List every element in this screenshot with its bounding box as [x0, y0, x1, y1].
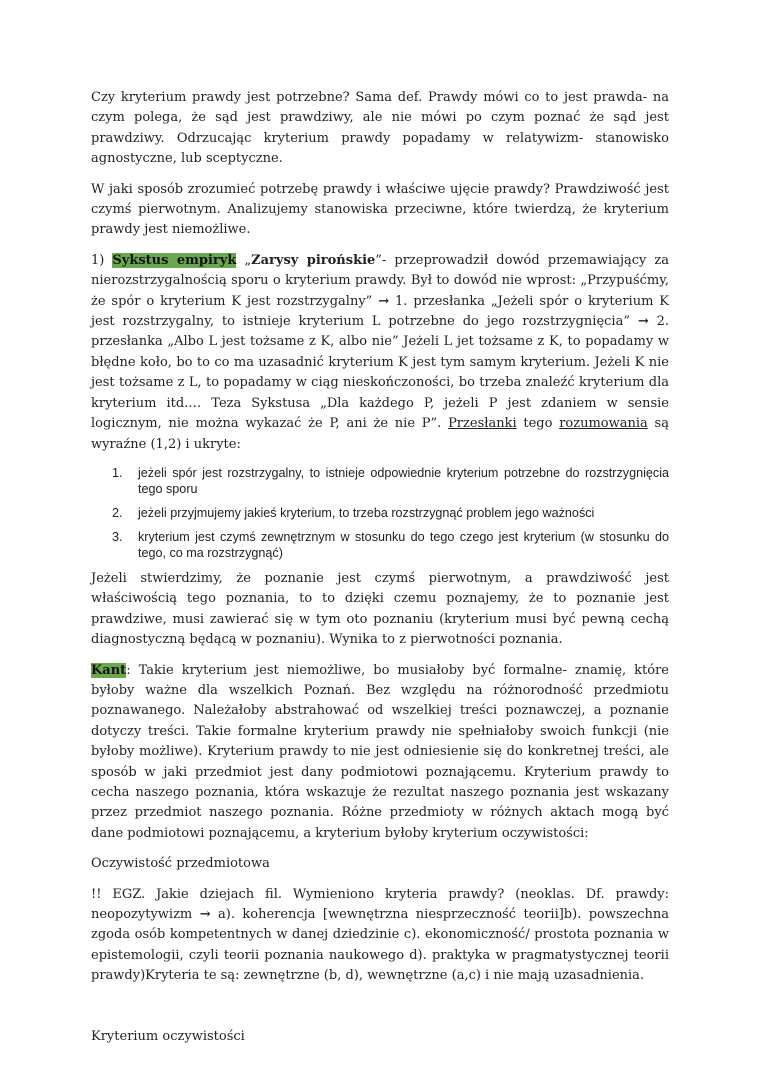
list-number: 3. [112, 529, 123, 544]
highlight-sextus-empiricus: Sykstus empiryk [112, 252, 237, 268]
paragraph-sextus: 1) Sykstus empiryk „Zarysy pirońskie”- przeprowadził dowód przemawiający za nierozstrzygalnością sporu o kryterium prawdy. Był to dowód nie wprost: „Przypuśćmy, że spór o kryterium K jest rozstrzygalny” → 1. przesłanka „Jeżeli spór o kryterium K jest rozstrzygalny, to istnieje kryterium L potrzebne do jego rozstrzygnięcia” → 2. przesłanka „Albo L jest tożsame z K, albo nie” Jeżeli L jet tożsame z K, to popadamy w błędne koło, bo to co ma uzasadnić kryterium K jest tym samym kryterium. Jeżeli K nie jest tożsame z L, to popadamy w ciąg nieskończoności, bo trzeba znaleźć kryterium dla kryterium itd.… Teza Sykstusa „Dla każdego P, jeżeli P jest zdaniem w sensie logicznym, nie można wykazać że P, ani że nie P”. Przesłanki tego rozumowania są wyraźne (1,2) i ukryte: [91, 252, 670, 452]
work-title: Zarysy pirońskie [251, 252, 376, 268]
hidden-premises-list [91, 465, 669, 561]
arrow-right-icon: → [378, 293, 390, 309]
underlined-term-reasoning: rozumowania [559, 416, 648, 432]
heading-objective-evidence: Oczywistość przedmiotowa [91, 856, 270, 872]
list-item: 1. jeżeli spór jest rozstrzygalny, to istnieje odpowiednie kryterium potrzebne do rozstrzygnięcia tego sporu [112, 465, 669, 496]
arrow-right-icon: → [199, 907, 211, 922]
list-item: 3. kryterium jest czymś zewnętrznym w stosunku do tego czego jest kryterium (w stosunku do tego, co ma rozstrzygnąć) [112, 529, 669, 560]
highlight-kant: Kant [91, 662, 127, 678]
list-item: 2. jeżeli przyjmujemy jakieś kryterium, to trzeba rozstrzygnąć problem jego ważności [112, 505, 595, 520]
arrow-right-icon: → [637, 314, 649, 330]
paragraph-intro: Czy kryterium prawdy jest potrzebne? Sama def. Prawdy mówi co to jest prawda- na czym polega, że sąd jest prawdziwy, ale nie mówi po czym poznać że sąd jest prawdziwy. Odrzucając kryterium prawdy popadamy w relatywizm- stanowisko agnostyczne, lub sceptyczne. [91, 90, 669, 167]
blank-space [91, 997, 669, 1027]
paragraph-question: W jaki sposób zrozumieć potrzebę prawdy i właściwe ujęcie prawdy? Prawdziwość jest czymś pierwotnym. Analizujemy stanowiska przeciwne, które twierdzą, że kryterium prawdy jest niemożliwe. [91, 181, 669, 238]
underlined-term-premises: Przesłanki [448, 416, 517, 432]
document-page [91, 88, 669, 1057]
paragraph-kant: Kant: Takie kryterium jest niemożliwe, bo musiałoby być formalne- znamię, które byłoby ważne dla wszelkich Poznań. Bez względu na różnorodność przedmiotu poznawanego. Należałoby abstrahować od wszelkiej treści poznawczej, a poznanie dotyczy treści. Takie formalne kryterium prawdy nie spełniałoby swoich funkcji (nie byłoby możliwe). Kryterium prawdy to nie jest odniesienie się do konkretnej treści, ale sposób w jaki przedmiot jest dany podmiotowi poznającemu. Kryterium prawdy to cecha naszego poznania, która wskazuje że rezultat naszego poznania jest wskazany przez przedmiot naszego poznania. Różne przedmioty w różnych aktach mogą być dane podmiotowi poznającemu, a kryterium byłoby kryterium oczywistości: [91, 662, 669, 841]
list-number: 1. [112, 465, 123, 480]
heading-evidence-criterion: Kryterium oczywistości [91, 1028, 245, 1044]
paragraph-primacy: Jeżeli stwierdzimy, że poznanie jest czymś pierwotnym, a prawdziwość jest właściwością tego poznania, to to dzięki czemu poznajemy, że to poznanie jest prawdziwe, musi zawierać się w tym oto poznaniu (kryterium musi być pewną cechą diagnostyczną będącą w poznaniu). Wynika to z pierwotności poznania. [91, 570, 669, 648]
paragraph-exam-note: !! EGZ. Jakie dziejach fil. Wymieniono kryteria prawdy? (neoklas. Df. prawdy: neopozytywizm → a). koherencja [wewnętrzna niesprzeczność teorii]b). powszechna zgoda osób kompetentnych w danej dziedzinie c). ekonomiczność/ prostota poznania w epistemologii, czyli teorii poznania naukowego d). praktyka w pragmatystycznej teorii prawdy)Kryteria te są: zewnętrzne (b, d), wewnętrzne (a,c) i nie mają uzasadnienia. [91, 886, 670, 984]
list-number: 2. [112, 505, 123, 520]
item-number: 1) [91, 252, 113, 268]
